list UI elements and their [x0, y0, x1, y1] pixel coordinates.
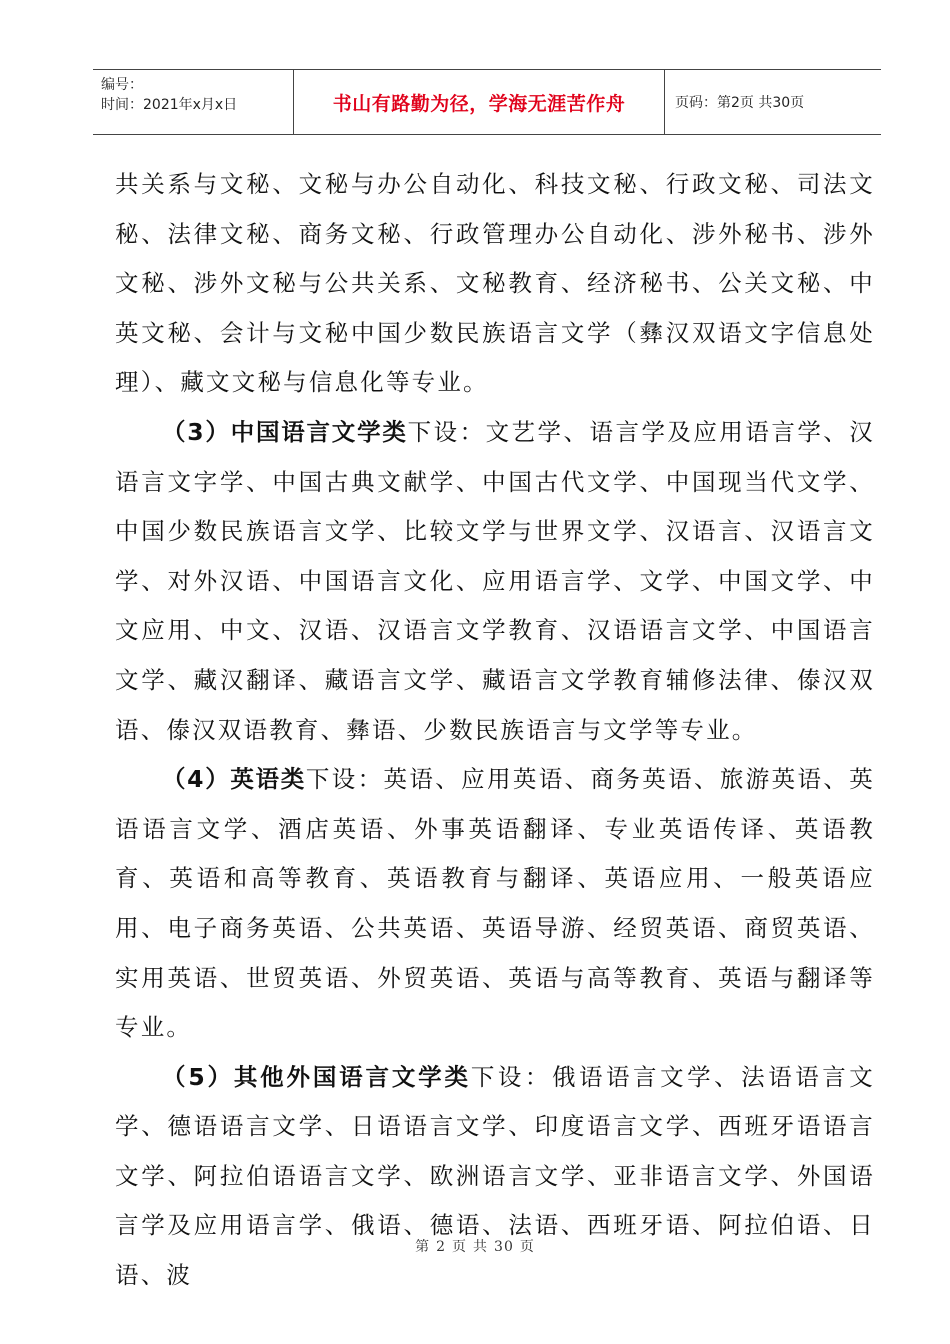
footer-total-pages: 30	[494, 1239, 514, 1255]
doc-number: 编号：	[101, 77, 143, 93]
header-motto-cell	[293, 70, 665, 134]
footer-word: 页	[519, 1239, 535, 1255]
paragraph-text: 下设：俄语语言文学、法语语言文学、德语语言文学、日语语言文学、印度语言文学、西班牙语语言文学、阿拉伯语语言文学、欧洲语言文学、亚非语言文学、外国语言学及应用语言学、俄语、德语、法语、西班牙语、阿拉伯语、日语、波	[115, 1062, 875, 1290]
paragraph-text: 下设：英语、应用英语、商务英语、旅游英语、英语语言文学、酒店英语、外事英语翻译、专业英语传译、英语教育、英语和高等教育、英语教育与翻译、英语应用、一般英语应用、电子商务英语、公共英语、英语导游、经贸英语、商贸英语、实用英语、世贸英语、外贸英语、英语与高等教育、英语与翻译等专业。	[115, 765, 875, 1042]
paragraph-continued	[115, 160, 875, 408]
footer-word: 共	[473, 1239, 489, 1255]
paragraph-chinese-language	[115, 408, 875, 755]
paragraph-text: 下设：文艺学、语言学及应用语言学、汉语言文字学、中国古典文献学、中国古代文学、中国现当代文学、中国少数民族语言文学、比较文学与世界文学、汉语言、汉语言文学、对外汉语、中国语言文化、应用语言学、文学、中国文学、中文应用、中文、汉语、汉语言文学教育、汉语语言文学、中国语言文学、藏汉翻译、藏语言文学、藏语言文学教育辅修法律、傣汉双语、傣汉双语教育、彝语、少数民族语言与文学等专业。	[115, 417, 875, 744]
paragraph-other-foreign-languages	[115, 1053, 875, 1301]
paragraph-text: 共关系与文秘、文秘与办公自动化、科技文秘、行政文秘、司法文秘、法律文秘、商务文秘、行政管理办公自动化、涉外秘书、涉外文秘、涉外文秘与公共关系、文秘教育、经济秘书、公关文秘、中英文秘、会计与文秘中国少数民族语言文学（彝汉双语文字信息处理）、藏文文秘与信息化等专业。	[115, 170, 875, 397]
doc-time: 时间：2021年x月x日	[101, 97, 238, 113]
header-meta	[93, 70, 293, 134]
header-motto: 书山有路勤为径，学海无涯苦作舟	[332, 92, 626, 115]
paragraph-english	[115, 755, 875, 1053]
paragraph-lead: （5）其他外国语言文学类	[162, 1062, 471, 1091]
footer-page-number: 2	[436, 1239, 447, 1255]
page-header	[93, 69, 881, 135]
footer-word: 第	[415, 1239, 431, 1255]
paragraph-lead: （4）英语类	[162, 765, 306, 794]
document-body	[115, 160, 875, 1301]
paragraph-lead: （3）中国语言文学类	[162, 417, 408, 446]
header-page-info: 页码：第2页 共30页	[675, 95, 805, 111]
page-footer	[0, 1236, 950, 1256]
footer-word: 页	[452, 1239, 468, 1255]
